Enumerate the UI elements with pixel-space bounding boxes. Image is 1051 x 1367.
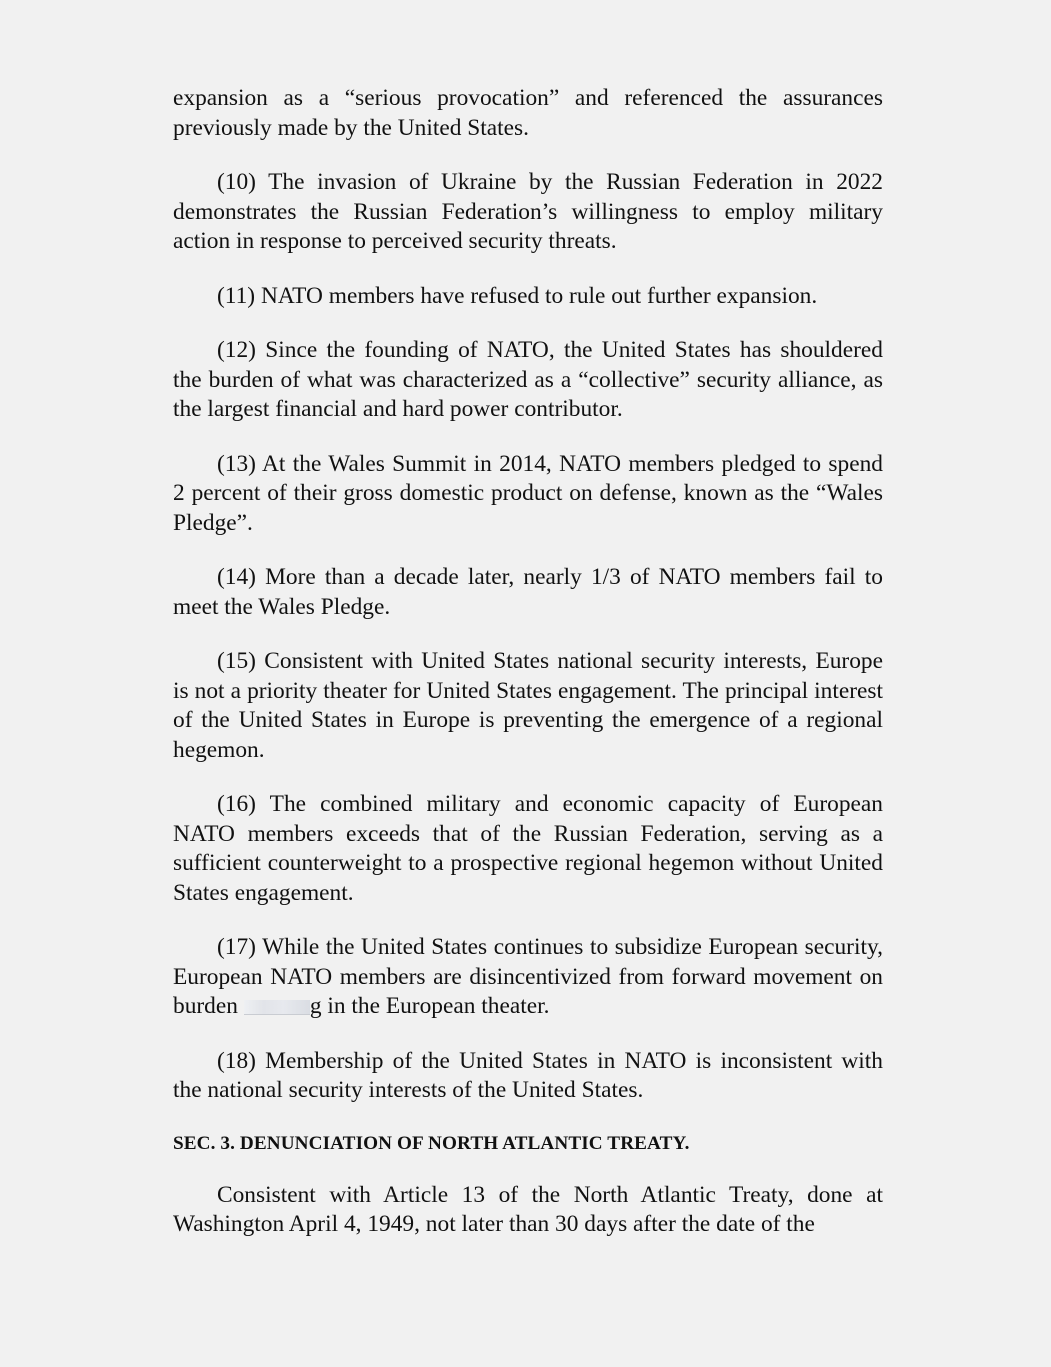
paragraph-13: (13) At the Wales Summit in 2014, NATO members pledged to spend 2 percent of their gross domestic product on defense, known as the “Wales Pledge”. <box>173 450 883 536</box>
document-page <box>173 84 883 1265</box>
paragraph-16: (16) The combined military and economic capacity of European NATO members exceeds that of the Russian Federation, serving as a sufficient counterweight to a prospective regional hegemon without United States engagement. <box>173 791 883 906</box>
paragraph-17 <box>173 933 883 1022</box>
paragraph-17-text-before: (17) While the United States continues to subsidize European security, European NATO members are disincentivized from forward movement on burden <box>173 934 883 1019</box>
paragraph-17-text-after: g in the European theater. <box>309 993 550 1019</box>
paragraph-14: (14) More than a decade later, nearly 1/3 of NATO members fail to meet the Wales Pledge. <box>173 564 883 620</box>
paragraph-12: (12) Since the founding of NATO, the United States has shouldered the burden of what was characterized as a “collective” security alliance, as the largest financial and hard power contributor. <box>173 337 883 422</box>
section-3-paragraph: Consistent with Article 13 of the North Atlantic Treaty, done at Washington April 4, 1949, not later than 30 days after the date of the <box>173 1181 883 1237</box>
paragraph-18: (18) Membership of the United States in NATO is inconsistent with the national security interests of the United States. <box>173 1047 883 1103</box>
paragraph-11: (11) NATO members have refused to rule out further expansion. <box>217 282 818 309</box>
paragraph-continuation: expansion as a “serious provocation” and referenced the assurances previously made by the United States. <box>173 85 883 141</box>
section-heading: SEC. 3. DENUNCIATION OF NORTH ATLANTIC TREATY. <box>173 1132 690 1154</box>
paragraph-10: (10) The invasion of Ukraine by the Russian Federation in 2022 demonstrates the Russian Federation’s willingness to employ military action in response to perceived security threats. <box>173 169 883 254</box>
obscured-text-smudge <box>244 1000 310 1015</box>
paragraph-15: (15) Consistent with United States national security interests, Europe is not a priority theater for United States engagement. The principal interest of the United States in Europe is preventing the emergence of a regional hegemon. <box>173 648 883 763</box>
